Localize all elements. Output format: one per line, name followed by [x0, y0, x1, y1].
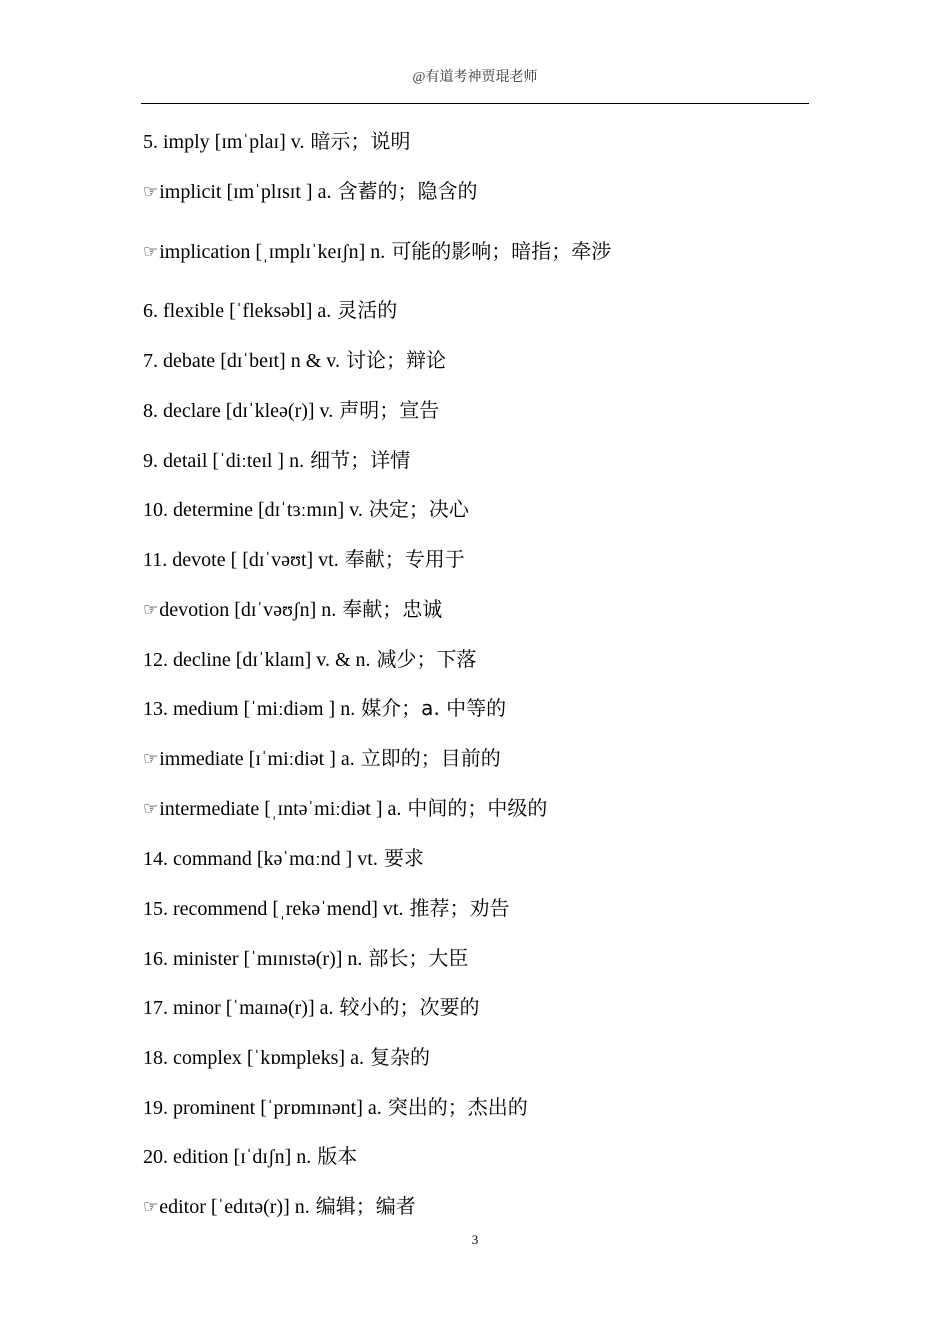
vocab-entry	[143, 544, 465, 574]
vocab-english: implicit [ɪmˈplɪsɪt ] a.	[159, 181, 332, 203]
vocab-chinese: 灵活的	[337, 298, 398, 322]
vocab-entry	[143, 793, 547, 823]
vocab-chinese: 奉献；忠诚	[342, 597, 443, 621]
vocab-entry	[143, 1092, 528, 1122]
vocab-english: 8. declare [dɪˈkleə(r)] v.	[143, 400, 334, 422]
vocab-english: 5. imply [ɪmˈplaɪ] v.	[143, 131, 305, 153]
vocab-english: 9. detail [ˈdiːteɪl ] n.	[143, 450, 305, 472]
vocab-english: 13. medium [ˈmiːdiəm ] n.	[143, 698, 356, 720]
vocab-entry	[143, 1141, 357, 1171]
vocab-entry	[143, 943, 468, 973]
pointing-hand-icon: ☞	[143, 600, 159, 620]
header-divider	[141, 103, 809, 104]
pointing-hand-icon: ☞	[143, 799, 159, 819]
vocab-english: editor [ˈedɪtə(r)] n.	[159, 1196, 310, 1218]
vocab-english: immediate [ɪˈmiːdiət ] a.	[159, 748, 355, 770]
vocab-english: 7. debate [dɪˈbeɪt] n & v.	[143, 350, 340, 372]
vocab-chinese: 较小的；次要的	[339, 995, 480, 1019]
vocab-entry	[143, 345, 446, 375]
vocab-entry	[143, 693, 506, 723]
page-header: @有道考神贾琨老师	[412, 70, 538, 85]
vocab-chinese: 讨论；辩论	[345, 348, 446, 372]
vocab-chinese: 版本	[317, 1144, 358, 1168]
vocab-entry	[143, 843, 424, 873]
vocab-chinese: 部长；大臣	[368, 946, 469, 970]
vocab-english: intermediate [ˌɪntəˈmiːdiət ] a.	[159, 798, 402, 820]
vocab-english: 15. recommend [ˌrekəˈmend] vt.	[143, 898, 404, 920]
vocab-chinese: 细节；详情	[310, 448, 411, 472]
vocab-chinese: 立即的；目前的	[360, 746, 501, 770]
vocab-chinese: 中间的；中级的	[407, 796, 548, 820]
vocab-entry	[143, 494, 469, 524]
vocab-english: 11. devote [ [dɪˈvəʊt] vt.	[143, 549, 339, 571]
pointing-hand-icon: ☞	[143, 1197, 159, 1217]
vocab-entry	[143, 445, 410, 475]
pointing-hand-icon: ☞	[143, 242, 159, 262]
vocab-english: 19. prominent [ˈprɒmɪnənt] a.	[143, 1097, 382, 1119]
vocab-chinese: 媒介；a. 中等的	[361, 696, 507, 720]
vocab-entry	[143, 1191, 416, 1221]
vocab-english: implication [ˌɪmplɪˈkeɪʃn] n.	[159, 241, 386, 263]
vocab-chinese: 突出的；杰出的	[387, 1095, 528, 1119]
vocab-english: 12. decline [dɪˈklaɪn] v. & n.	[143, 649, 371, 671]
vocab-chinese: 奉献；专用于	[344, 547, 465, 571]
vocab-entry	[143, 126, 410, 156]
pointing-hand-icon: ☞	[143, 749, 159, 769]
vocab-chinese: 可能的影响；暗指；牵涉	[391, 239, 612, 263]
vocab-entry	[143, 1042, 430, 1072]
vocab-chinese: 暗示；说明	[310, 129, 411, 153]
vocab-chinese: 声明；宣告	[339, 398, 440, 422]
vocab-english: 16. minister [ˈmɪnɪstə(r)] n.	[143, 948, 363, 970]
vocab-chinese: 复杂的	[369, 1045, 430, 1069]
vocab-chinese: 编辑；编者	[315, 1194, 416, 1218]
vocab-entry	[143, 644, 477, 674]
vocab-english: 14. command [kəˈmɑːnd ] vt.	[143, 848, 378, 870]
vocab-entry	[143, 176, 477, 206]
vocab-chinese: 减少；下落	[376, 647, 477, 671]
vocab-english: 10. determine [dɪˈtɜːmɪn] v.	[143, 499, 363, 521]
vocab-chinese: 含蓄的；隐含的	[337, 179, 478, 203]
vocab-entry	[143, 295, 397, 325]
vocab-chinese: 要求	[383, 846, 424, 870]
pointing-hand-icon: ☞	[143, 182, 159, 202]
vocab-english: 17. minor [ˈmaɪnə(r)] a.	[143, 997, 334, 1019]
vocab-english: devotion [dɪˈvəʊʃn] n.	[159, 599, 337, 621]
vocab-chinese: 推荐；劝告	[409, 896, 510, 920]
vocab-entry	[143, 992, 479, 1022]
vocab-entry	[143, 236, 611, 266]
vocab-entry	[143, 395, 439, 425]
vocab-chinese: 决定；决心	[368, 497, 469, 521]
vocab-english: 20. edition [ɪˈdɪʃn] n.	[143, 1146, 312, 1168]
vocab-entry	[143, 743, 501, 773]
vocab-english: 6. flexible [ˈfleksəbl] a.	[143, 300, 332, 322]
vocab-entry	[143, 893, 509, 923]
vocab-entry	[143, 594, 442, 624]
vocab-english: 18. complex [ˈkɒmpleks] a.	[143, 1047, 364, 1069]
page-number: 3	[471, 1232, 479, 1247]
